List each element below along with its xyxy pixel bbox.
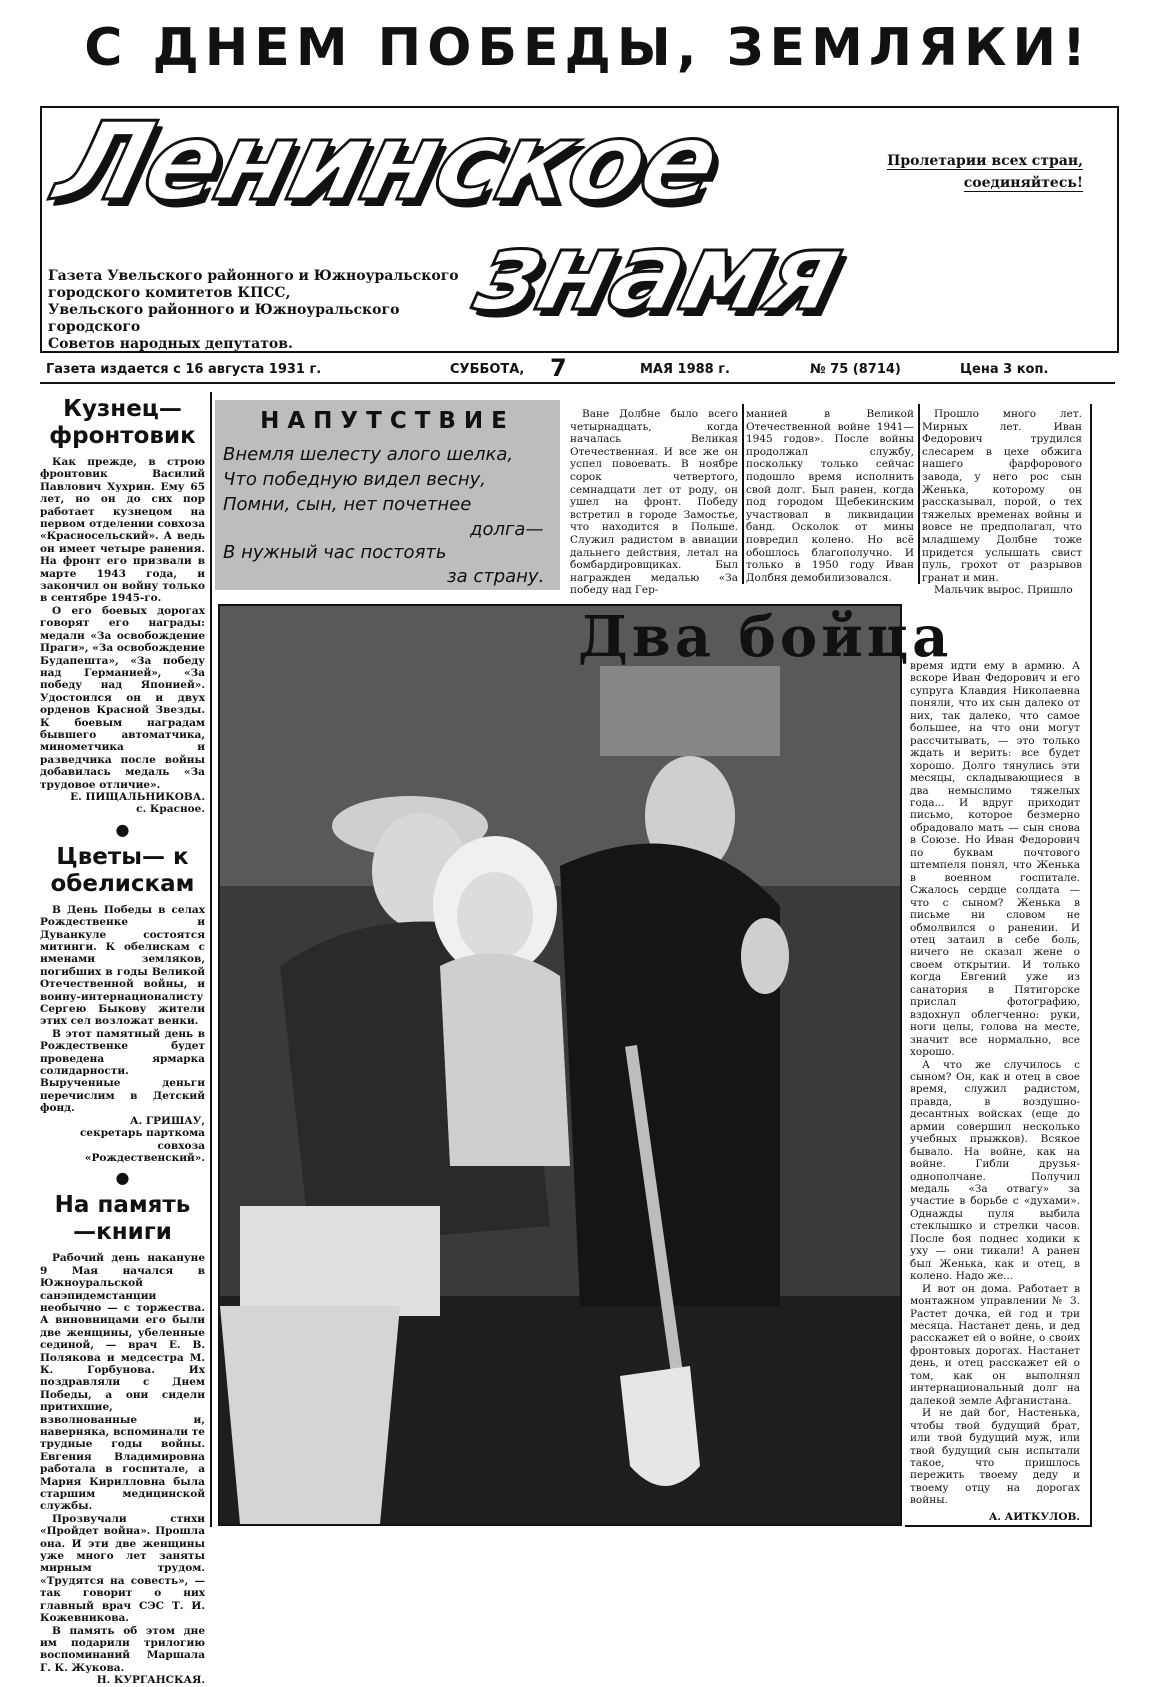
separator-bullet: ● <box>115 1168 130 1188</box>
newspaper-logo-line1: Ленинское <box>44 100 731 225</box>
article-signature: А. АИТКУЛОВ. <box>988 1510 1080 1523</box>
article-signature: Е. ПИЩАЛЬНИКОВА. <box>70 790 205 803</box>
publisher-line1: Газета Увельского районного и Южноуральского <box>48 268 459 284</box>
article-paragraph: В этот памятный день в Рождественке будет проведена ярмарка солидарности. Вырученные деньги перечислим в Детский фонд. <box>40 1027 205 1115</box>
newspaper-logo-line2: знамя <box>464 210 854 335</box>
poem-line: Что победную видел весну, <box>223 469 487 490</box>
article-title-books: На память —книги <box>54 1192 191 1246</box>
publisher-line2: городского комитетов КПСС, <box>48 285 291 301</box>
bottom-rule <box>905 1525 1092 1527</box>
separator-bullet: ● <box>115 819 130 839</box>
poem-line: долга— <box>470 519 544 540</box>
article-signature-role: секретарь парткома совхоза «Рождественский». <box>80 1127 205 1164</box>
main-headline: Два бойца <box>578 604 953 670</box>
main-article-column-2 <box>746 408 914 584</box>
day-number: 7 <box>550 354 567 382</box>
article-title-flowers: Цветы— к обелискам <box>50 843 195 897</box>
article-paragraph: О его боевых дорогах говорят его награды: медали «За освобождение Праги», «За освобождение Будапешта», «За победу над Германией», «За победу над Японией». Удостоился он и двух орденов Красной Звезды. К боевым наградам бывшего автоматчика, минометчика и разведчика после войны добавилась медаль «За трудовое отличие». <box>40 604 205 791</box>
main-article-column-1 <box>570 408 738 597</box>
poem-line: Помни, сын, нет почетнее <box>223 494 472 515</box>
photo-illustration <box>220 606 900 1524</box>
article-paragraph: манией в Великой Отечественной войне 1941—1945 годов». После войны продолжал службу, поскольку только сейчас подошло время исполнить свой долг. Был ранен, когда под городом Щебекинским участвовал в ликвидации банд. Осколок от мины повредил колено. Но всё обошлось благополучно. И только в 1950 году Иван Долбня демобилизовался. <box>746 408 914 584</box>
article-paragraph: Прозвучали стихи «Пройдет война». Прошла она. И эти две женщины уже много лет заняты мирным трудом. «Трудятся на совесть», — так говорит о них главный врач СЭС Т. И. Кожевникова. <box>40 1512 205 1625</box>
article-signature: А. ГРИШАУ, <box>130 1114 205 1127</box>
month-year: МАЯ 1988 г. <box>640 362 730 377</box>
article-paragraph: В День Победы в селах Рождественке и Дуванкуле состоятся митинги. К обелискам с именами земляков, погибших в годы Великой Отечественной войны, и воину-интернационалисту Сергею Быкову жители этих сел возложат венки. <box>40 903 205 1028</box>
dateline-rule <box>40 382 1115 384</box>
motto <box>853 150 1083 194</box>
publisher-line4: Советов народных депутатов. <box>48 336 293 352</box>
article-paragraph: Мальчик вырос. Пришло <box>934 584 1073 597</box>
article-paragraph: А что же случилось с сыном? Он, как и отец в свое время, служил радистом, правда, в воздушно-десантных войсках (еще до армии совершил несколько учебных прыжков). Всякое бывало. На войне, как на войне. Гибли друзья-однополчане. Получил медаль «За отвагу» за участие в борьбе с «духами». Однажды пуля выбила стеклышко и стрелки часов. После боя поднес ходики к уху — они тикали! А ранен был Женька, как и отец, в колено. Надо же... <box>910 1058 1080 1283</box>
motto-line1: Пролетарии всех стран, <box>887 153 1083 169</box>
article-paragraph: время идти ему в армию. А вскоре Иван Федорович и его супруга Клавдия Николаевна поняли, что их сын далеко от них, так далеко, что самое большее, на что они могут рассчитывать, — это только ждать и верить: все будет хорошо. Долго тянулись эти месяцы, складывающиеся в два немыслимо тяжелых года... И вдруг приходит письмо, которое безмерно обрадовало мать — сын снова в Союзе. Но Иван Федорович по буквам почтового штемпеля понял, что Женька в военном госпитале. Сжалось сердце солдата — что с сыном? Женька в письме ни словом не обмолвился о ранении. И отец затаил в себе боль, ничего не сказал жене о своем открытии. И только когда Евгений уже из санатория в Пятигорске прислал фотографию, вздохнул облегченно: руки, ноги целы, голова на месте, значит все нормально, все хорошо. <box>910 660 1080 1059</box>
article-signature-place: с. Красное. <box>136 803 205 816</box>
publisher-info <box>48 268 488 353</box>
column-divider <box>742 404 744 584</box>
main-article-column-3 <box>922 408 1082 597</box>
publisher-line3: Увельского районного и Южноуральского городского <box>48 302 400 335</box>
poem-box <box>215 400 560 590</box>
dateline <box>40 354 1115 384</box>
column-divider <box>210 392 212 1527</box>
main-article-right-column <box>910 660 1080 1523</box>
feature-photo <box>218 604 902 1526</box>
article-paragraph: И вот он дома. Работает в монтажном управлении № 3. Растет дочка, ей год и три месяца. Настанет день, и дед расскажет ей о войне, о своих фронтовых дорогах. Настанет день, и отец расскажет ей о том, как он выполнял интернациональный долг на далекой земле Афганистана. <box>910 1282 1080 1407</box>
front-page-banner: С ДНЕМ ПОБЕДЫ, ЗЕМЛЯКИ! <box>84 18 1092 78</box>
article-paragraph: Прошло много лет. Мирных лет. Иван Федорович трудился слесарем в цехе обжига нашего фарфорового завода, у него рос сын Женька, которому он рассказывал, порой, о тех тяжелых временах войны и вовсе не предполагал, что младшему Долбне тоже придется услышать свист пуль, грохот от разрывов гранат и мин. <box>922 408 1082 584</box>
article-signature: Н. КУРГАНСКАЯ. <box>96 1674 205 1687</box>
article-paragraph: Как прежде, в строю фронтовик Василий Павлович Хухрин. Ему 65 лет, но он до сих пор работает кузнецом на первом отделении совхоза «Красносельский». А ведь он имеет четыре ранения. На фронт его призвали в марте 1943 года, и закончил он войну только в сентябре 1945-го. <box>40 456 205 605</box>
poem-line: В нужный час постоять <box>223 542 447 563</box>
poem-line: Внемля шелесту алого шелка, <box>223 444 514 465</box>
article-paragraph: Ване Долбне было всего четырнадцать, когда началась Великая Отечественная. И все же он успел повоевать. В ноябре сорок четвертого, семнадцати лет от роду, он ушел на фронт. Победу встретил в городе Замостье, что находится в Польше. Служил радистом в авиации дальнего действия, летал на бомбардировщиках. Был награжден медалью «За победу над Гер- <box>570 408 738 597</box>
left-column <box>40 392 205 1687</box>
motto-line2: соединяйтесь! <box>963 175 1083 191</box>
article-paragraph: В память об этом дне им подарили трилогию воспоминаний Маршала Г. К. Жукова. <box>40 1624 205 1674</box>
founded-date: Газета издается с 16 августа 1931 г. <box>46 362 322 377</box>
issue-number: № 75 (8714) <box>810 362 901 377</box>
poem-line: за страну. <box>447 566 545 587</box>
weekday: СУББОТА, <box>450 362 525 377</box>
poem-title: НАПУТСТВИЕ <box>260 408 515 434</box>
right-border-rule <box>1090 404 1092 1526</box>
article-title-blacksmith: Кузнец— фронтовик <box>49 396 196 449</box>
column-divider <box>918 404 920 584</box>
price: Цена 3 коп. <box>960 362 1049 377</box>
article-paragraph: И не дай бог, Настенька, чтобы твой будущий брат, или твой будущий муж, или твой будущий сын испытали такое, что пришлось пережить твоему деду и твоему отцу на дорогах войны. <box>910 1407 1080 1507</box>
article-paragraph: Рабочий день накануне 9 Мая начался в Южноуральской санэпидемстанции необычно — с торжества. А виновницами его были две женщины, убеленные сединой, — врач Е. В. Полякова и медсестра М. К. Горбунова. Их поздравляли с Днем Победы, а они сидели притихшие, взволнованные и, наверняка, вспоминали те трудные годы войны. Евгения Владимировна работала в госпитале, а Мария Кирилловна была старшим медицинской службы. <box>40 1252 205 1513</box>
